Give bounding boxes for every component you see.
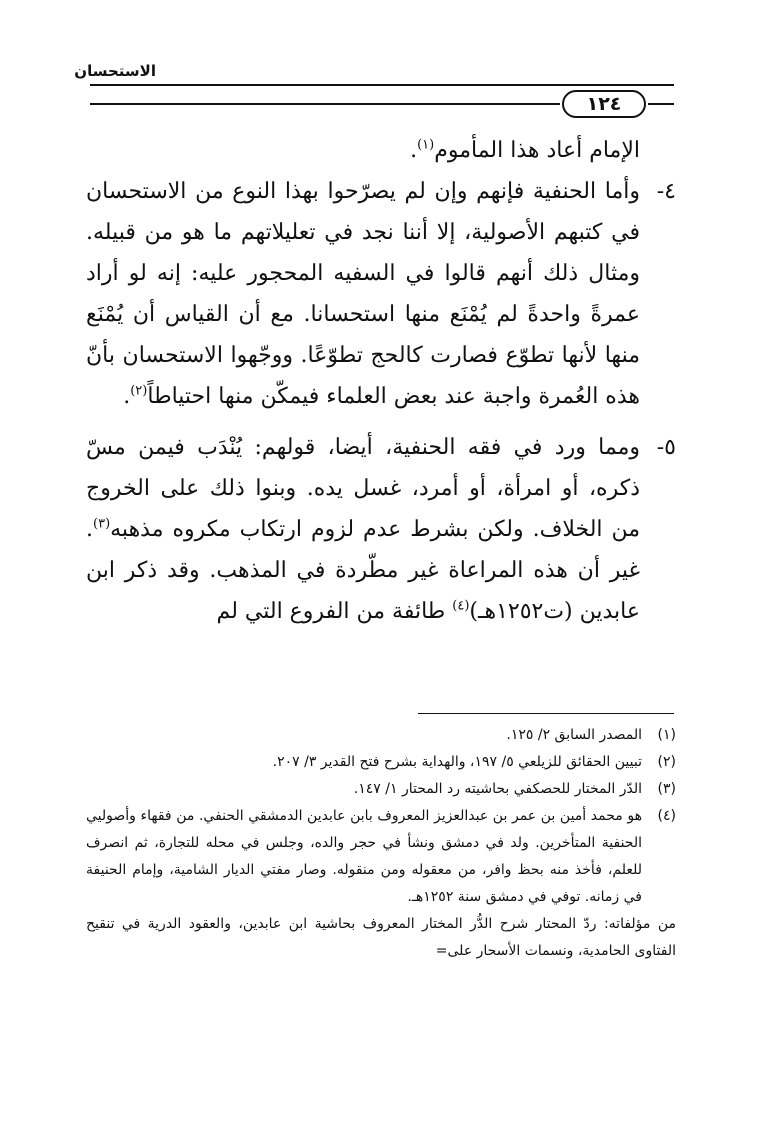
main-text <box>86 130 676 632</box>
item-4-text: وأما الحنفية فإنهم وإن لم يصرّحوا بهذا النوع من الاستحسان في كتبهم الأصولية، إلا أننا نجد في تعليلاتهم ما هو من قبيله. ومثال ذلك أنهم قالوا في السفيه المحجور عليه: إنه لو أراد عمرةً واحدةً لم يُمْنَع منها استحسانا. مع أن القياس أن يُمْنَع منها لأنها تطوّع فصارت كالحج تطوّعًا. ووجّهوا الاستحسان بأنّ هذه العُمرة واجبة عند بعض العلماء فيمكّن منها احتياطاً <box>86 179 640 409</box>
footnote-text: تبيين الحقائق للزيلعي ٥/ ١٩٧، والهداية بشرح فتح القدير ٣/ ٢٠٧. <box>272 754 642 770</box>
footnote-number: (٤) <box>657 808 676 824</box>
header-rule-left <box>90 103 560 105</box>
running-title: الاستحسان <box>74 62 156 80</box>
item-4-number: ٤- <box>656 179 676 204</box>
footnote-number: (٢) <box>657 754 676 770</box>
footnote-text: المصدر السابق ٢/ ١٢٥. <box>506 727 642 743</box>
footnote-4 <box>86 803 676 911</box>
page-number: ١٢٤ <box>562 90 646 118</box>
header-rule-right <box>648 103 674 105</box>
item-5-text-c: طائفة من الفروع التي لم <box>216 599 453 624</box>
paragraph-gap <box>86 417 676 427</box>
item-5-text-b: . غير أن هذه المراعاة غير مطّردة في المذهب. وقد ذكر ابن عابدين (ت١٢٥٢هـ) <box>86 517 640 624</box>
footnote-continuation: من مؤلفاته: ردّ المحتار شرح الدُّر المختار المعروف بحاشية ابن عابدين، والعقود الدرية في تنقيح الفتاوى الحامدية، ونسمات الأسحار على= <box>86 916 676 959</box>
footnote-number: (١) <box>657 727 676 743</box>
footnote-ref-2: (٢) <box>130 383 148 399</box>
footnote-text: الدّر المختار للحصكفي بحاشيته رد المحتار ١/ ١٤٧. <box>353 781 642 797</box>
footnote-text: هو محمد أمين بن عمر بن عبدالعزيز المعروف بابن عابدين الدمشقي الحنفي. من فقهاء وأصوليي الحنفية المتأخرين. ولد في دمشق ونشأ في حجر والده، وجلس في محله للتجارة، ثم انصرف للعلم، فأخذ منه بحظ وافر، من معقوله ومن منقوله. وصار مفتي الديار الشامية، وإمام الحنيفة في زمانه. توفي في دمشق سنة ١٢٥٢هـ. <box>86 808 642 905</box>
footnote-3 <box>86 776 676 803</box>
item-5 <box>86 427 676 632</box>
item-5-text-a: ومما ورد في فقه الحنفية، أيضا، قولهم: يُنْدَب فيمن مسّ ذكره، أو امرأة، أو أمرد، غسل يده. وبنوا ذلك على الخروج من الخلاف. ولكن بشرط عدم لزوم ارتكاب مكروه مذهبه <box>86 435 640 542</box>
footnote-ref-1: (١) <box>417 137 435 153</box>
continuation-text: الإمام أعاد هذا المأموم <box>434 138 640 163</box>
footnote-2 <box>86 749 676 776</box>
footnote-ref-4: (٤) <box>452 598 470 614</box>
item-4 <box>86 171 676 417</box>
item-4-end: . <box>123 384 131 409</box>
footnotes <box>86 722 676 965</box>
item-5-number: ٥- <box>656 435 676 460</box>
footnote-separator <box>418 713 674 714</box>
footnote-1 <box>86 722 676 749</box>
continuation-end: . <box>410 138 418 163</box>
footnote-number: (٣) <box>657 781 676 797</box>
continuation-paragraph <box>86 130 676 171</box>
header-rule <box>90 84 674 86</box>
footnote-ref-3: (٣) <box>93 516 111 532</box>
